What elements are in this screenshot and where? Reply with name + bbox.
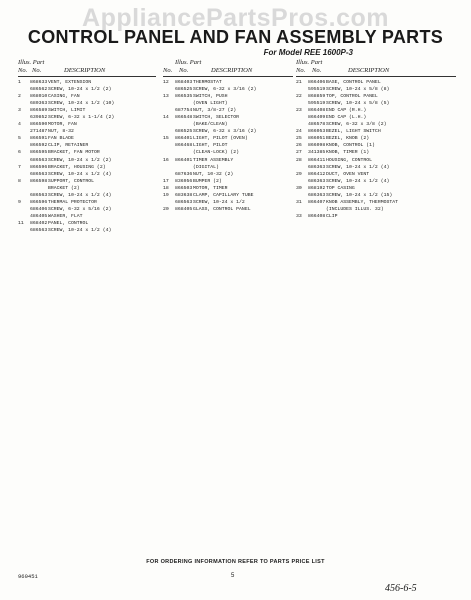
part-row: [296, 100, 456, 107]
part-description: DUCT, OVEN VENT: [326, 171, 370, 177]
part-description: TOP, CONTROL PANEL: [326, 94, 378, 100]
part-description: SCREW, 10-24 x 1/2 (4): [48, 192, 112, 198]
part-row: [18, 157, 156, 164]
part-description: WASHER, FLAT: [48, 213, 83, 219]
part-number: 486405: [30, 213, 48, 219]
illus-part-header: Illus. Part: [296, 59, 323, 66]
part-description: SCREW, 10-24 x 5/8 (8): [326, 87, 390, 93]
part-no-header: No.: [179, 67, 189, 74]
part-number: 866401: [175, 136, 193, 142]
part-number: 686406: [30, 206, 48, 212]
part-number: 686363: [308, 178, 326, 184]
part-description: CLIP, RETAINER: [48, 143, 89, 149]
part-description: BUMPER (2): [193, 178, 222, 184]
part-description: LIGHT, PILOT (OVEN): [193, 136, 248, 142]
part-description: END CAP (R.H.): [326, 108, 367, 114]
illus-number: 16: [163, 157, 169, 163]
part-description: VENT, EXTENSION: [48, 80, 92, 85]
part-description: (CLEAN-LOCK) (2): [193, 150, 240, 156]
part-description: THERMOSTAT: [193, 80, 222, 85]
part-description: NUT, 8-32: [48, 129, 74, 135]
part-number: [308, 206, 326, 213]
part-number: 271487: [30, 129, 48, 135]
part-row: [18, 178, 156, 185]
part-number: 686563: [30, 171, 48, 177]
part-number: [175, 164, 193, 171]
part-row: [18, 135, 156, 142]
illus-number: 17: [163, 178, 169, 184]
illus-number: 19: [163, 192, 169, 198]
part-number: 866589: [30, 108, 48, 114]
illus-number: 18: [163, 185, 169, 191]
part-description: SCREW, 10-24 x 1/2 (4): [326, 164, 390, 170]
description-header: DESCRIPTION: [64, 67, 106, 74]
illus-number: [163, 128, 175, 135]
part-number: 686563: [30, 227, 48, 233]
part-description: SCREW, 10-24 x 1/2 (4): [326, 178, 390, 184]
illus-number: [163, 171, 175, 178]
part-number: 595519: [308, 101, 326, 107]
part-number: [175, 121, 193, 128]
part-description: THERMAL PROTECTOR: [48, 199, 97, 205]
illus-number: [296, 192, 308, 199]
part-row: [296, 86, 456, 93]
illus-number: 9: [18, 199, 21, 205]
parts-column-1: [18, 57, 156, 234]
part-row: [296, 121, 456, 128]
part-number: 868403: [175, 80, 193, 85]
illus-number: 11: [18, 220, 24, 226]
part-row: [163, 192, 293, 199]
illus-number: [163, 142, 175, 149]
part-row: [18, 164, 156, 171]
document-number: 960451: [18, 573, 38, 580]
part-number: 866535: [175, 94, 193, 100]
illus-number: [296, 178, 308, 185]
part-description: (OVEN LIGHT): [193, 101, 228, 107]
illus-number: [163, 121, 175, 128]
illus-number: [163, 164, 175, 171]
part-description: BEZEL, LIGHT SWITCH: [326, 129, 381, 135]
part-description: END CAP (L.H.): [326, 115, 367, 121]
illus-number: [296, 100, 308, 107]
part-number: 866592: [30, 143, 48, 149]
part-number: 686363: [308, 192, 326, 198]
part-row: [163, 79, 293, 86]
part-row: [296, 142, 456, 149]
no-header: No.: [18, 67, 28, 74]
illus-number: [296, 114, 308, 121]
part-number: 686563: [175, 199, 193, 205]
part-number: 866407: [308, 199, 326, 205]
handwritten-note: 456-6-5: [385, 583, 417, 594]
illus-number: 5: [18, 136, 21, 142]
part-row: [18, 199, 156, 206]
part-row: [18, 185, 156, 192]
part-description: (DIGITAL): [193, 164, 219, 170]
part-row: [18, 171, 156, 178]
part-row: [296, 128, 456, 135]
illus-number: [18, 227, 30, 234]
header-rule: [18, 76, 156, 77]
part-row: [18, 227, 156, 234]
part-number: 866409: [308, 115, 326, 121]
model-subtitle: For Model REE 1600P-3: [263, 48, 353, 57]
part-row: [296, 185, 456, 192]
part-number: [175, 149, 193, 156]
part-row: [163, 121, 293, 128]
part-description: SCREW, 10-24 x 1/2 (15): [326, 192, 393, 198]
illus-number: [163, 100, 175, 107]
parts-column-2: [163, 57, 293, 213]
part-description: (INCLUDES ILLUS. 32): [326, 206, 384, 212]
part-row: [18, 149, 156, 156]
part-row: [163, 199, 293, 206]
part-row: [296, 206, 456, 213]
part-row: [296, 79, 456, 86]
part-description: SWITCH, SELECTOR: [193, 115, 240, 121]
part-row: [163, 157, 293, 164]
part-no-header: No.: [312, 67, 322, 74]
part-row: [296, 199, 456, 206]
illus-number: [18, 86, 30, 93]
part-description: SWITCH, LIMIT: [48, 108, 86, 114]
part-number: 866412: [308, 171, 326, 177]
illus-number: [18, 114, 30, 121]
illus-number: 6: [18, 150, 21, 156]
part-description: TIMER ASSEMBLY: [193, 157, 234, 163]
illus-number: 22: [296, 94, 302, 100]
part-row: [163, 100, 293, 107]
part-row: [296, 213, 456, 220]
no-header: No.: [296, 67, 306, 74]
part-number: 866548: [175, 115, 193, 121]
no-header: No.: [163, 67, 173, 74]
illus-number: [163, 86, 175, 93]
part-number: 341385: [308, 150, 326, 156]
illus-number: [18, 142, 30, 149]
part-no-header: No.: [32, 67, 42, 74]
part-description: SCREW, 10-24 x 1/2 (2): [48, 87, 112, 93]
part-number: 868010: [30, 94, 48, 100]
part-number: 866503: [175, 185, 193, 191]
part-row: [18, 213, 156, 220]
illus-number: [296, 121, 308, 128]
part-number: 866098: [308, 143, 326, 149]
part-number: 868192: [308, 185, 326, 191]
part-row: [163, 142, 293, 149]
part-row: [18, 114, 156, 121]
part-row: [163, 149, 293, 156]
part-number: 866596: [30, 199, 48, 205]
illus-number: [18, 128, 30, 135]
part-row: [296, 114, 456, 121]
part-description: SCREW, 10-24 x 1/2 (4): [48, 227, 112, 233]
page-number: 5: [231, 573, 235, 579]
illus-number: 12: [163, 80, 169, 85]
column-header: [163, 57, 293, 79]
part-description: SCREW, 6-32 x 3/16 (2): [193, 87, 257, 93]
part-number: 866591: [30, 136, 48, 142]
part-row: [163, 206, 293, 213]
part-row: [296, 157, 456, 164]
header-rule: [163, 76, 293, 77]
illus-part-header: Illus. Part: [18, 59, 45, 66]
illus-number: 8: [18, 178, 21, 184]
watermark: AppliancePartsPros.com: [82, 4, 389, 32]
description-header: DESCRIPTION: [348, 67, 390, 74]
part-number: 866401: [175, 157, 193, 163]
part-number: [30, 185, 48, 192]
illus-number: 15: [163, 136, 169, 142]
part-row: [18, 192, 156, 199]
part-description: SCREW, 10-24 x 1/2 (10): [48, 101, 115, 107]
part-row: [163, 185, 293, 192]
part-description: MOTOR, TIMER: [193, 185, 228, 191]
illus-number: 33: [296, 213, 302, 219]
part-number: 687754: [175, 108, 193, 114]
illus-number: [18, 206, 30, 213]
illus-number: [18, 192, 30, 199]
parts-column-3: [296, 57, 456, 220]
illus-number: 1: [18, 80, 21, 85]
part-row: [163, 171, 293, 178]
illus-number: 2: [18, 94, 21, 100]
part-row: [163, 86, 293, 93]
illus-number: 13: [163, 94, 169, 100]
part-row: [296, 135, 456, 142]
part-number: 686525: [175, 87, 193, 93]
part-row: [163, 164, 293, 171]
part-description: BEZEL, KNOB (2): [326, 136, 370, 142]
part-number: 866590: [30, 122, 48, 128]
illus-number: [18, 213, 30, 220]
part-description: GLASS, CONTROL PANEL: [193, 206, 251, 212]
illus-number: 3: [18, 108, 21, 114]
illus-number: [18, 157, 30, 164]
part-description: SCREW, 6-32 x 1-1/4 (2): [48, 115, 115, 121]
part-description: (BAKE/CLEAN): [193, 122, 228, 128]
part-number: 866598: [30, 178, 48, 184]
part-row: [163, 107, 293, 114]
page-title: CONTROL PANEL AND FAN ASSEMBLY PARTS: [27, 27, 444, 47]
part-description: SWITCH, PUSH: [193, 94, 228, 100]
part-description: SCREW, 10-24 x 1/2 (4): [48, 171, 112, 177]
illus-number: [163, 199, 175, 206]
illus-number: 7: [18, 164, 21, 170]
part-number: 836956: [175, 178, 193, 184]
illus-number: 20: [163, 206, 169, 212]
part-number: 595519: [308, 87, 326, 93]
part-number: [175, 100, 193, 107]
part-row: [18, 86, 156, 93]
part-description: NUT, 3/8-27 (2): [193, 108, 237, 114]
illus-number: 24: [296, 129, 302, 135]
part-number: 866408: [308, 108, 326, 114]
part-number: 866051: [308, 136, 326, 142]
part-row: [296, 171, 456, 178]
part-description: NUT, 10-32 (2): [193, 171, 234, 177]
illus-number: [163, 107, 175, 114]
illus-number: [296, 86, 308, 93]
parts-list: [296, 79, 456, 220]
illus-number: [18, 185, 30, 192]
part-row: [296, 178, 456, 185]
part-description: SCREW, 6-32 x 5/16 (2): [48, 206, 112, 212]
illus-part-header: Illus. Part: [175, 59, 202, 66]
part-description: TOP CASING: [326, 185, 355, 191]
illus-number: 25: [296, 136, 302, 142]
part-description: FAN BLADE: [48, 136, 74, 142]
part-row: [163, 114, 293, 121]
part-number: 866406: [308, 80, 326, 85]
part-number: 686363: [308, 164, 326, 170]
part-row: [18, 107, 156, 114]
part-number: 866053: [308, 129, 326, 135]
column-header: [18, 57, 156, 79]
illus-number: 29: [296, 171, 302, 177]
part-description: CLIP: [326, 213, 338, 219]
part-number: 868633: [30, 80, 48, 85]
part-row: [18, 142, 156, 149]
part-description: MOTOR, FAN: [48, 122, 77, 128]
part-row: [163, 128, 293, 135]
part-row: [296, 164, 456, 171]
ordering-note: FOR ORDERING INFORMATION REFER TO PARTS PRICE LIST: [146, 559, 325, 565]
part-description: CLAMP, CAPILLARY TUBE: [193, 192, 254, 198]
illus-number: 23: [296, 108, 302, 114]
part-description: KNOB, TIMER (1): [326, 150, 370, 156]
part-number: 686563: [30, 192, 48, 198]
part-row: [18, 121, 156, 128]
part-description: BASE, CONTROL PANEL: [326, 80, 381, 85]
part-description: HOUSING, CONTROL: [326, 157, 373, 163]
illus-number: 31: [296, 199, 302, 205]
part-description: KNOB ASSEMBLY, THERMOSTAT: [326, 199, 398, 205]
part-description: SCREW, 10-24 x 1/2 (2): [48, 157, 112, 163]
description-header: DESCRIPTION: [211, 67, 253, 74]
part-number: 686525: [175, 129, 193, 135]
part-number: 866408: [308, 213, 326, 219]
part-row: [296, 192, 456, 199]
part-row: [18, 100, 156, 107]
illus-number: 14: [163, 115, 169, 121]
parts-list: [163, 79, 293, 213]
illus-number: 27: [296, 150, 302, 156]
part-row: [163, 135, 293, 142]
part-number: 866596: [30, 164, 48, 170]
part-number: 687636: [175, 171, 193, 177]
illus-number: 28: [296, 157, 302, 163]
part-number: 683638: [175, 192, 193, 198]
column-header: [296, 57, 456, 79]
part-row: [18, 79, 156, 86]
part-description: CASING, FAN: [48, 94, 80, 100]
part-description: SCREW, 6-32 x 3/16 (2): [193, 129, 257, 135]
illus-number: [296, 206, 308, 213]
part-row: [163, 93, 293, 100]
part-number: 639852: [30, 115, 48, 121]
part-description: SUPPORT, CONTROL: [48, 178, 95, 184]
part-description: KNOB, CONTROL (1): [326, 143, 375, 149]
illus-number: [163, 149, 175, 156]
illus-number: [18, 100, 30, 107]
illus-number: [18, 171, 30, 178]
part-row: [296, 107, 456, 114]
part-description: BRACKET, HOUSING (2): [48, 164, 106, 170]
part-description: SCREW, 6-32 x 3/8 (2): [326, 122, 387, 128]
part-row: [18, 206, 156, 213]
part-row: [296, 149, 456, 156]
part-row: [18, 128, 156, 135]
part-number: 686563: [30, 157, 48, 163]
part-description: PANEL, CONTROL: [48, 220, 89, 226]
part-description: BRACKET, FAN MOTOR: [48, 150, 100, 156]
parts-list: [18, 79, 156, 234]
part-number: 866468: [175, 143, 193, 149]
part-number: 868405: [175, 206, 193, 212]
part-row: [163, 178, 293, 185]
part-number: 866411: [308, 157, 326, 163]
part-description: SCREW, 10-24 x 1/2: [193, 199, 245, 205]
part-number: 868859: [308, 94, 326, 100]
illus-number: [296, 164, 308, 171]
illus-number: 21: [296, 80, 302, 85]
illus-number: 26: [296, 143, 302, 149]
part-row: [18, 220, 156, 227]
illus-number: 4: [18, 122, 21, 128]
illus-number: 30: [296, 185, 302, 191]
part-number: 868402: [30, 220, 48, 226]
part-number: 866595: [30, 150, 48, 156]
part-description: LIGHT, PILOT: [193, 143, 228, 149]
part-description: BRACKET (2): [48, 185, 80, 191]
header-rule: [296, 76, 456, 77]
part-row: [296, 93, 456, 100]
part-number: 486578: [308, 122, 326, 128]
part-number: 686562: [30, 87, 48, 93]
part-description: SCREW, 10-24 x 5/8 (5): [326, 101, 390, 107]
part-number: 680363: [30, 101, 48, 107]
part-row: [18, 93, 156, 100]
